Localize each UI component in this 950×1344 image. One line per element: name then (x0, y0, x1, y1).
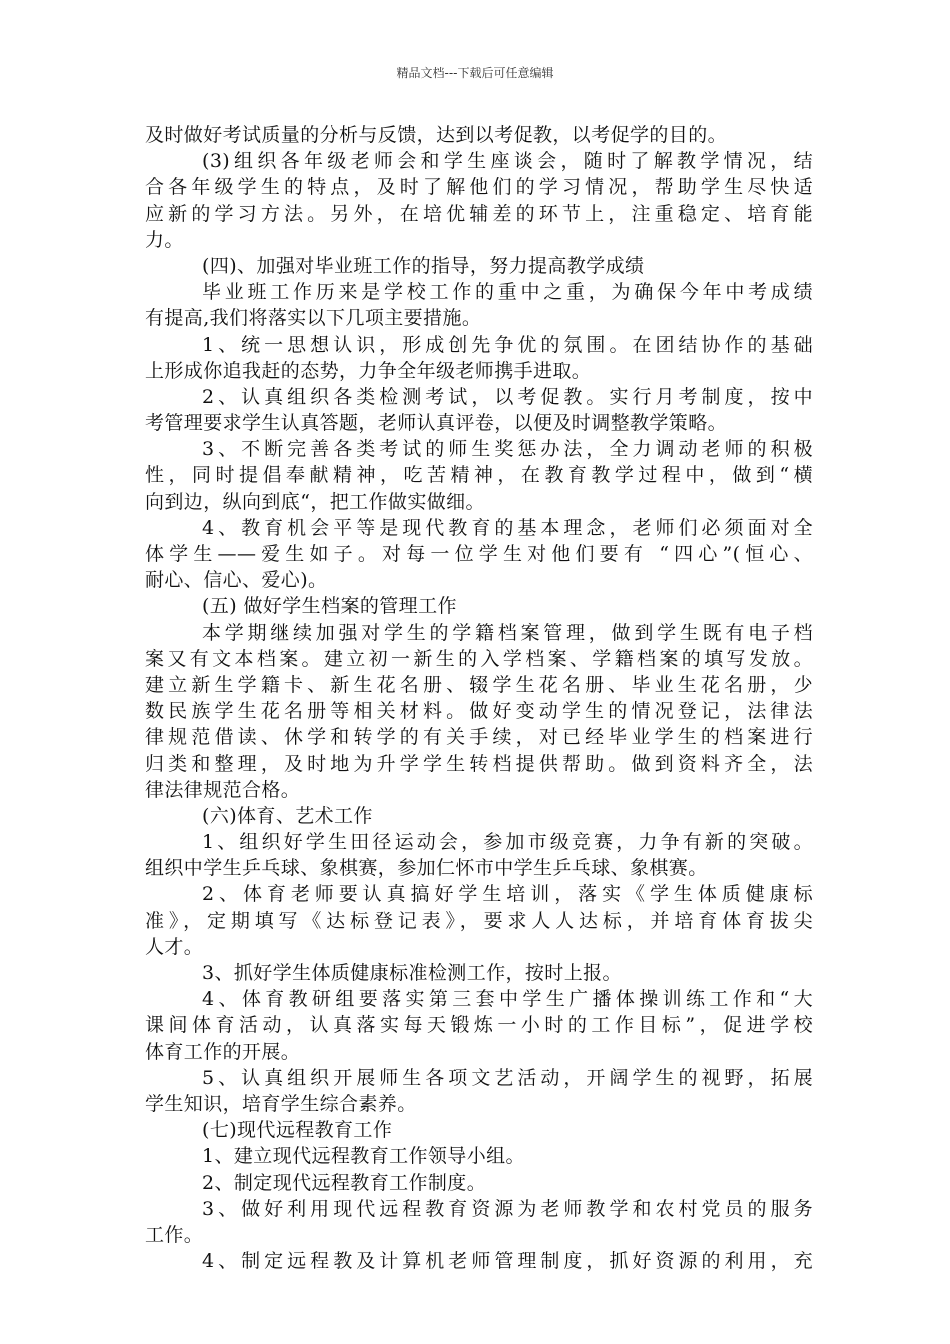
text-line: 律规范借读、休学和转学的有关手续，对已经毕业学生的档案进行 (145, 726, 813, 749)
text-line: 上形成你追我赶的态势，力争全年级老师携手进取。 (145, 359, 592, 382)
text-line: 毕业班工作历来是学校工作的重中之重，为确保今年中考成绩 (202, 281, 813, 304)
text-line: 组织中学生乒乓球、象棋赛，参加仁怀市中学生乒乓球、象棋赛。 (145, 857, 708, 880)
text-line: 1、建立现代远程教育工作领导小组。 (202, 1145, 525, 1168)
text-line: 1、统一思想认识，形成创先争优的氛围。在团结协作的基础 (202, 333, 813, 356)
text-line: 案又有文本档案。建立初一新生的入学档案、学籍档案的填写发放。 (145, 647, 813, 670)
text-line: 4、体育教研组要落实第三套中学生广播体操训练工作和“大 (202, 988, 813, 1011)
text-line: 学生知识，培育学生综合素养。 (145, 1092, 417, 1115)
text-line: 5、认真组织开展师生各项文艺活动，开阔学生的视野，拓展 (202, 1066, 813, 1089)
text-line: (四)、加强对毕业班工作的指导，努力提高教学成绩 (202, 254, 645, 277)
text-line: 3、不断完善各类考试的师生奖惩办法，全力调动老师的积极 (202, 438, 813, 461)
text-line: 合各年级学生的特点，及时了解他们的学习情况，帮助学生尽快适 (145, 176, 813, 199)
text-line: 耐心、信心、爱心)。 (145, 569, 328, 592)
text-line: (六)体育、艺术工作 (202, 804, 373, 827)
text-line: 体育工作的开展。 (145, 1040, 301, 1063)
text-line: 及时做好考试质量的分析与反馈，达到以考促教，以考促学的目的。 (145, 124, 728, 146)
text-line: 性，同时提倡奉献精神，吃苦精神，在教育教学过程中，做到“横 (145, 464, 813, 487)
text-line: (五) 做好学生档案的管理工作 (202, 595, 457, 618)
text-line: 1、组织好学生田径运动会，参加市级竞赛，力争有新的突破。 (202, 831, 813, 854)
text-line: 工作。 (145, 1223, 204, 1246)
text-line: 律法律规范合格。 (145, 778, 301, 801)
text-line: 体学生——爱生如子。对每一位学生对他们要有 “四心”(恒心、 (145, 543, 813, 565)
text-line: 准》，定期填写《达标登记表》，要求人人达标，并培育体育拔尖 (145, 909, 813, 932)
text-line: 3、做好利用现代远程教育资源为老师教学和农村党员的服务 (202, 1197, 813, 1220)
text-line: 课间体育活动，认真落实每天锻炼一小时的工作目标”，促进学校 (145, 1014, 813, 1037)
text-line: 3、抓好学生体质健康标准检测工作，按时上报。 (202, 962, 622, 984)
text-line: 归类和整理，及时地为升学学生转档提供帮助。做到资料齐全，法 (145, 752, 813, 775)
text-line: 4、制定远程教及计算机老师管理制度，抓好资源的利用，充 (202, 1250, 813, 1273)
text-line: 考管理要求学生认真答题，老师认真评卷，以便及时调整教学策略。 (145, 412, 728, 435)
text-line: 建立新生学籍卡、新生花名册、辍学生花名册、毕业生花名册，少 (145, 673, 813, 696)
text-line: 力。 (145, 228, 184, 251)
text-line: (七)现代远程教育工作 (202, 1119, 393, 1142)
text-line: (3)组织各年级老师会和学生座谈会，随时了解教学情况，结 (202, 150, 813, 173)
text-line: 向到边，纵向到底“，把工作做实做细。 (145, 490, 485, 513)
text-line: 应新的学习方法。另外，在培优辅差的环节上，注重稳定、培育能 (145, 202, 813, 225)
text-line: 本学期继续加强对学生的学籍档案管理，做到学生既有电子档 (202, 621, 813, 644)
text-line: 数民族学生花名册等相关材料。做好变动学生的情况登记，法律法 (145, 700, 813, 723)
text-line: 2、制定现代远程教育工作制度。 (202, 1171, 487, 1194)
text-line: 2、认真组织各类检测考试，以考促教。实行月考制度，按中 (202, 385, 813, 408)
document-body (145, 122, 813, 1274)
text-line: 4、教育机会平等是现代教育的基本理念，老师们必须面对全 (202, 516, 813, 539)
text-line: 2、体育老师要认真搞好学生培训，落实《学生体质健康标 (202, 883, 813, 906)
text-line: 人才。 (145, 935, 204, 958)
text-line: 有提高,我们将落实以下几项主要措施。 (145, 307, 482, 330)
page-header: 精品文档---下载后可任意编辑 (396, 66, 554, 80)
